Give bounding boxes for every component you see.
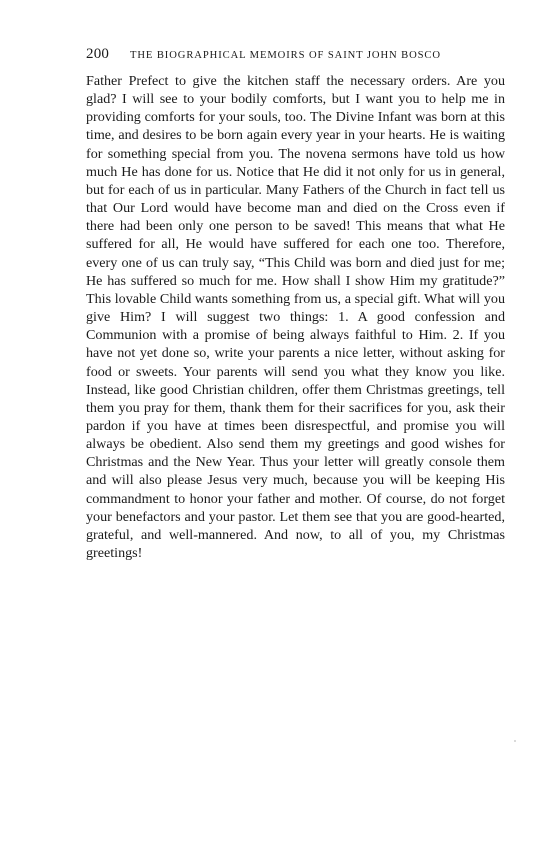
running-head [86, 46, 506, 66]
page-number: 200 [86, 46, 110, 62]
paper-speck [514, 740, 516, 742]
body-paragraph: Father Prefect to give the kitchen staff the necessary orders. Are you glad? I will see to your bodily comforts, but I want you to help me in providing comforts for your souls, too. The Divine Infant was born at this time, and desires to be born again every year in your hearts. He is waiting for something special from you. The novena sermons have told us how much He has done for us. Notice that He did it not only for us in general, but for each of us in particular. Many Fathers of the Church in fact tell us that Our Lord would have become man and died on the Cross even if there had been only one person to be saved! This means that what He suffered for all, He would have suffered for each one too. Therefore, every one of us can truly say, “This Child was born and died just for me; He has suffered so much for me. How shall I show Him my gratitude?” This lovable Child wants something from us, a special gift. What will you give Him? I will suggest two things: 1. A good confession and Communion with a promise of being always faithful to Him. 2. If you have not yet done so, write your parents a nice letter, without asking for food or sweets. Your parents will send you what they know you like. Instead, like good Christian children, offer them Christmas greetings, tell them you pray for them, thank them for their sacrifices for you, ask their pardon if you have at times been disrespectful, and promise you will always be obedient. Also send them my greetings and good wishes for Christmas and the New Year. Thus your letter will greatly console them and will also please Jesus very much, because you will be keeping His commandment to honor your father and mother. Of course, do not forget your benefactors and your pastor. Let them see that you are good-hearted, grateful, and well-mannered. And now, to all of you, my Christmas greetings! [86, 73, 505, 562]
running-title: THE BIOGRAPHICAL MEMOIRS OF SAINT JOHN BOSCO [130, 50, 441, 61]
